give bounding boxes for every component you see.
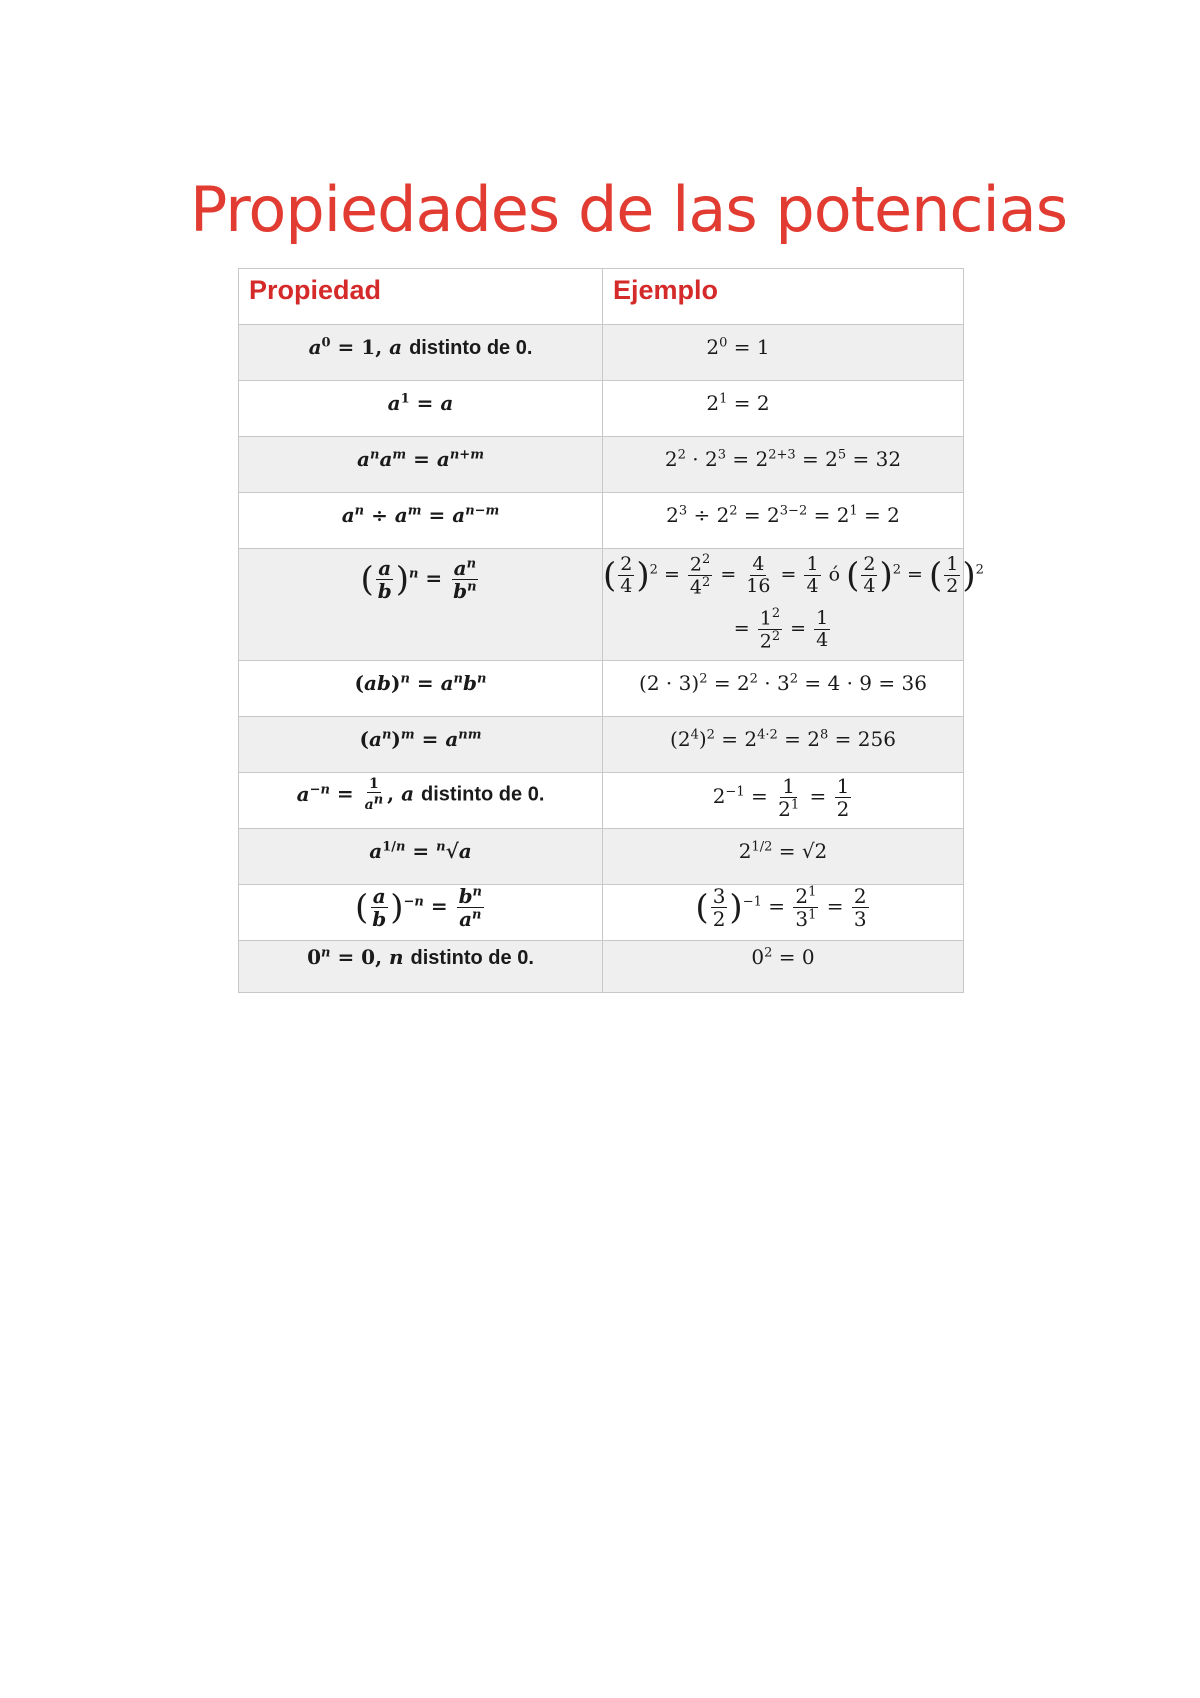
table-row — [239, 325, 963, 381]
example-negative-exponent: $2^{-1}$ = $\frac{1}{2^1}$ = $\frac{1}{2}$ — [712, 774, 850, 821]
properties-table — [238, 268, 984, 993]
example-one-exponent: $2^1 = 2$ — [706, 391, 770, 415]
table-row — [239, 773, 963, 829]
table-row — [239, 493, 963, 549]
example-product: $2^2 \cdot 2^3 = 2^{2+3} = 2^5 = 32$ — [664, 447, 902, 471]
property-zero-exponent: $a^0 = 1$, a distinto de 0. — [239, 325, 603, 380]
table-row — [239, 885, 963, 941]
property-product: $a^na^m = a^{n+m}$ — [239, 437, 603, 492]
example-negative-fraction-power: ( $\frac{3}{2}$ )$^{-1}$ = $\frac{2^1}{3^1}$ = $\frac{2}{3}$ — [695, 884, 867, 931]
example-fraction-power: ( $\frac{2}{4}$ )$^2$ = $\frac{2^2}{4^2}$ = $\frac{4}{16}$ = $\frac{1}{4}$ ó ( $\frac{2}{4}$ )$^2$ = ( $\frac{1}{2}$ )$^2$ = $\frac{1^2}{2^2}$ = $\frac{1}{4}$ — [603, 552, 984, 653]
table-row — [239, 717, 963, 773]
table-row — [239, 549, 984, 661]
property-root: $a^{1/n} = ^n√a$ — [239, 829, 603, 884]
example-zero-base: $0^2 = 0$ — [751, 945, 815, 969]
page-title: Propiedades de las potencias — [190, 173, 1068, 246]
table-row — [239, 829, 963, 885]
property-negative-fraction-power: ( $\frac{a}{b}$ )$^{-n}$ = $\frac{b^n}{a^n}$ — [239, 885, 603, 940]
example-product-power: $(2 \cdot 3)^2 = 2^2 \cdot 3^2 = 4 \cdot 9 = 36$ — [639, 671, 927, 695]
example-zero-exponent: $2^0 = 1$ — [706, 335, 770, 359]
header-propiedad: Propiedad — [239, 269, 603, 324]
example-quotient: $2^3 \div 2^2 = 2^{3-2} = 2^1 = 2$ — [666, 503, 900, 527]
table-header-row — [239, 269, 963, 325]
property-negative-exponent: $a^{-n}$ = $\frac{1}{a^n}$ , a distinto de 0. — [239, 773, 603, 828]
table-row — [239, 381, 963, 437]
example-power-of-power: $(2^4)^2 = 2^{4\cdot 2} = 2^8 = 256$ — [670, 727, 896, 751]
property-fraction-power: ( $\frac{a}{b}$ )$^n$ = $\frac{a^n}{b^n}$ — [239, 549, 603, 660]
property-zero-base: $0^n = 0$, n distinto de 0. — [239, 941, 603, 992]
property-one-exponent: $a^1 = a$ — [239, 381, 603, 436]
property-quotient: $a^n \div a^m = a^{n-m}$ — [239, 493, 603, 548]
table-row — [239, 661, 963, 717]
property-product-power: $(ab)^n = a^nb^n$ — [239, 661, 603, 716]
example-root: $2^{1/2} = √2$ — [738, 839, 828, 863]
property-power-of-power: $(a^n)^m = a^{nm}$ — [239, 717, 603, 772]
header-ejemplo: Ejemplo — [613, 275, 719, 305]
table-row — [239, 941, 963, 992]
table-row — [239, 437, 963, 493]
